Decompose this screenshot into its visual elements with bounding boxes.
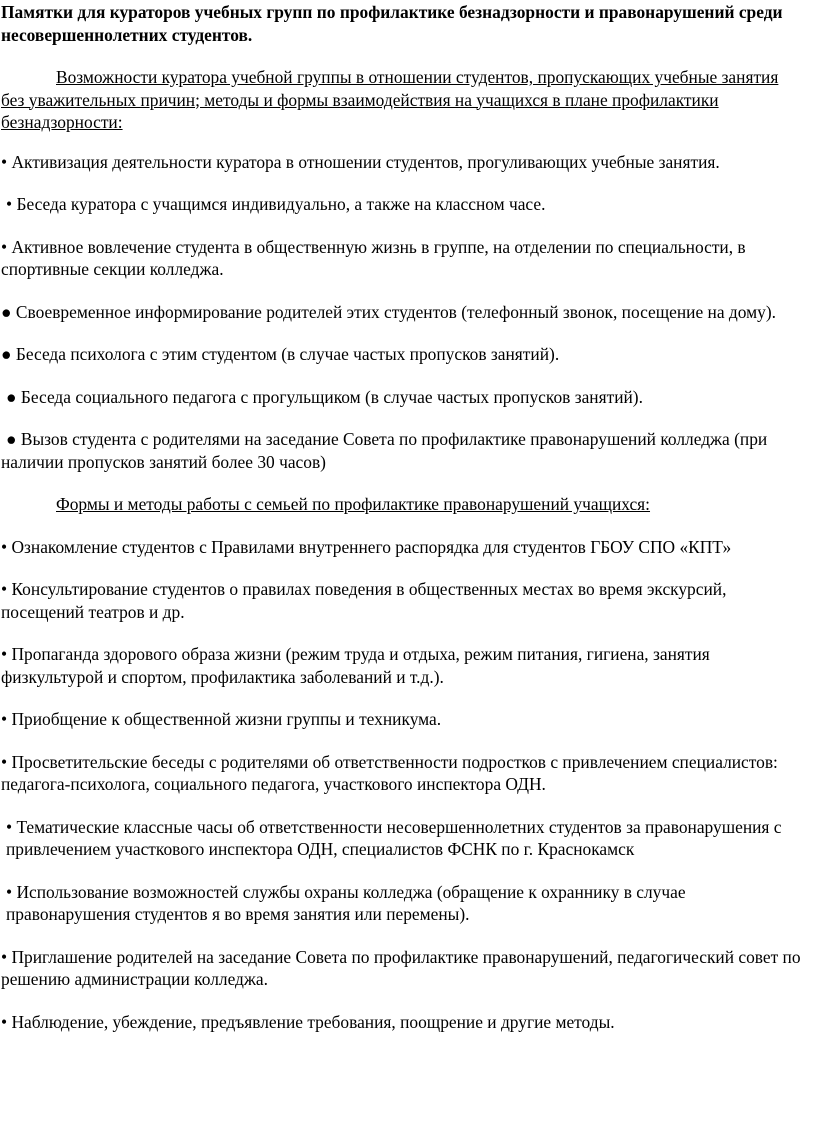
bullet-icon: •: [6, 816, 13, 837]
list-item: [1, 881, 806, 926]
list-item: [1, 301, 806, 324]
list-item: [1, 643, 806, 688]
bullet-icon: •: [6, 194, 13, 214]
list-item-text: Активное вовлечение студента в общественную жизнь в группе, на отделении по специальности, в спортивные секции колледжа.: [1, 236, 746, 279]
list-item-text: Ознакомление студентов с Правилами внутреннего распорядка для студентов ГБОУ СПО «КПТ»: [11, 536, 732, 557]
bullet-icon: •: [1, 536, 8, 557]
list-item: [1, 428, 806, 473]
list-item-text: Беседа психолога с этим студентом (в случае частых пропусков занятий).: [15, 344, 560, 364]
list-item-text: Приглашение родителей на заседание Совета по профилактике правонарушений, педагогический совет по решению администрации колледжа.: [1, 946, 801, 989]
list-item: [1, 1011, 806, 1034]
section-heading-family: Формы и методы работы с семьей по профилактике правонарушений учащихся:: [56, 494, 651, 514]
section-heading-curator: Возможности куратора учебной группы в отношении студентов, пропускающих учебные занятия без уважительных причин; методы и формы взаимодействия на учащихся в плане профилактики безнадзорности:: [1, 67, 779, 132]
list-item-text: Беседа социального педагога с прогульщиком (в случае частых пропусков занятий).: [20, 386, 643, 407]
bullet-icon: •: [1, 946, 8, 967]
list-item: [1, 343, 806, 366]
list-item: [1, 193, 806, 216]
bullet-icon: •: [1, 709, 8, 729]
list-item-text: Использование возможностей службы охраны колледжа (обращение к охраннику в случае правонарушения студентов я во время занятия или перемены).: [6, 881, 686, 924]
bullet-icon: ●: [1, 301, 12, 322]
bullet-icon: •: [1, 751, 8, 772]
bullet-icon: •: [6, 881, 13, 902]
list-item-text: Вызов студента с родителями на заседание Совета по профилактике правонарушений колледжа (при наличии пропусков занятий более 30 часов): [1, 429, 768, 472]
list-item: [1, 751, 806, 796]
list-item-text: Просветительские беседы с родителями об ответственности подростков с привлечением специалистов: педагога-психолога, социального педагога, участкового инспектора ОДН.: [1, 751, 778, 794]
bullet-icon: •: [1, 579, 8, 599]
list-item-text: Приобщение к общественной жизни группы и техникума.: [11, 709, 442, 729]
list-item-text: Своевременное информирование родителей этих студентов (телефонный звонок, посещение на дому).: [15, 301, 776, 322]
list-item: [1, 151, 806, 174]
list-item-text: Наблюдение, убеждение, предъявление требования, поощрение и другие методы.: [11, 1011, 615, 1032]
bullet-icon: ●: [6, 429, 17, 449]
list-item-text: Консультирование студентов о правилах поведения в общественных местах во время экскурсий, посещений театров и др.: [1, 579, 727, 622]
bullet-icon: •: [1, 644, 8, 664]
list-item-text: Беседа куратора с учащимся индивидуально, а также на классном часе.: [16, 194, 546, 214]
list-item-text: Тематические классные часы об ответственности несовершеннолетних студентов за правонарушения с привлечением участкового инспектора ОДН, специалистов ФСНК по г. Краснокамск: [6, 816, 782, 859]
list-item: [1, 708, 806, 731]
bullet-icon: •: [1, 1011, 8, 1032]
list-item-text: Пропаганда здорового образа жизни (режим труда и отдыха, режим питания, гигиена, занятия физкультурой и спортом, профилактика заболеваний и т.д.).: [1, 644, 710, 687]
bullet-icon: •: [1, 151, 8, 172]
list-item: [1, 946, 806, 991]
bullet-icon: •: [1, 236, 8, 257]
list-item: [1, 578, 806, 623]
list-item: [1, 236, 806, 281]
list-item: [1, 816, 806, 861]
document-title: Памятки для кураторов учебных групп по профилактике безнадзорности и правонарушений среди несовершеннолетних студентов.: [1, 2, 783, 45]
list-item: [1, 536, 806, 559]
bullet-icon: ●: [1, 344, 12, 364]
list-item-text: Активизация деятельности куратора в отношении студентов, прогуливающих учебные занятия.: [11, 151, 720, 172]
list-item: [1, 386, 806, 409]
bullet-icon: ●: [6, 386, 17, 407]
